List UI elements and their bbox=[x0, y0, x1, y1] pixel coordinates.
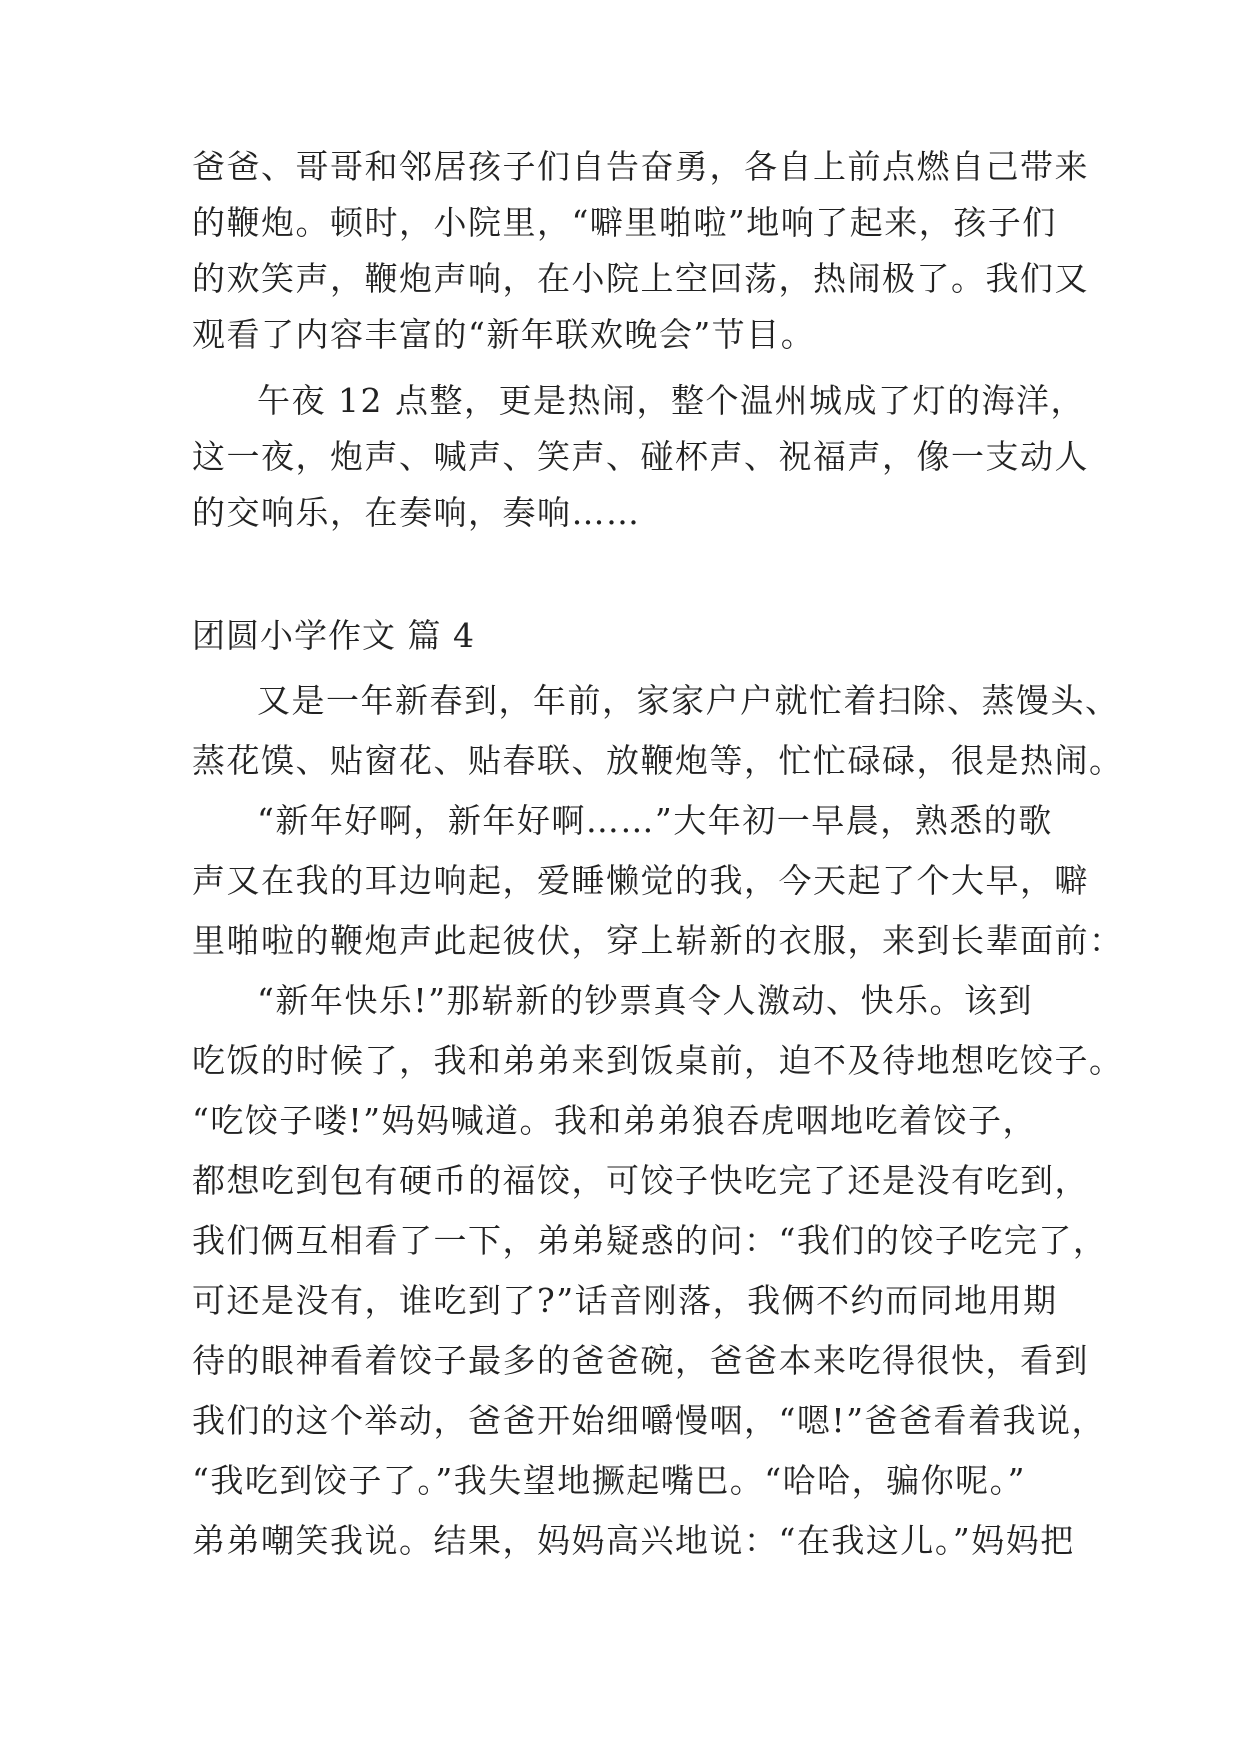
text-line: 可还是没有，谁吃到了?”话音刚落，我俩不约而同地用期 bbox=[192, 1281, 1058, 1320]
text-line: “吃饺子喽!”妈妈喊道。我和弟弟狼吞虎咽地吃着饺子， bbox=[192, 1101, 1038, 1140]
text-line: 爸爸、哥哥和邻居孩子们自告奋勇，各自上前点燃自己带来 bbox=[192, 147, 1089, 186]
text-line: 观看了内容丰富的“新年联欢晚会”节目。 bbox=[192, 315, 816, 354]
text-line: 的鞭炮。顿时，小院里，“噼里啪啦”地响了起来，孩子们 bbox=[192, 203, 1057, 242]
text-line: 都想吃到包有硬币的福饺，可饺子快吃完了还是没有吃到， bbox=[192, 1161, 1089, 1200]
text-line: 里啪啦的鞭炮声此起彼伏，穿上崭新的衣服，来到长辈面前： bbox=[192, 921, 1124, 960]
section-heading: 团圆小学作文 篇 4 bbox=[192, 616, 475, 655]
text-line: 蒸花馍、贴窗花、贴春联、放鞭炮等，忙忙碌碌，很是热闹。 bbox=[192, 741, 1124, 780]
text-line: 这一夜，炮声、喊声、笑声、碰杯声、祝福声，像一支动人 bbox=[192, 437, 1089, 476]
text-line: 又是一年新春到，年前，家家户户就忙着扫除、蒸馒头、 bbox=[257, 681, 1120, 720]
text-line: 的欢笑声，鞭炮声响，在小院上空回荡，热闹极了。我们又 bbox=[192, 259, 1089, 298]
text-line: 午夜 12 点整，更是热闹，整个温州城成了灯的海洋， bbox=[257, 381, 1085, 420]
text-line: “新年快乐!”那崭新的钞票真令人激动、快乐。该到 bbox=[257, 981, 1034, 1020]
text-line: 待的眼神看着饺子最多的爸爸碗，爸爸本来吃得很快，看到 bbox=[192, 1341, 1089, 1380]
text-line: 我们的这个举动，爸爸开始细嚼慢咽，“嗯!”爸爸看着我说， bbox=[192, 1401, 1107, 1440]
text-line: “新年好啊，新年好啊……”大年初一早晨，熟悉的歌 bbox=[257, 801, 1053, 840]
text-line: 我们俩互相看了一下，弟弟疑惑的问：“我们的饺子吃完了， bbox=[192, 1221, 1108, 1260]
text-line: 声又在我的耳边响起，爱睡懒觉的我，今天起了个大早，噼 bbox=[192, 861, 1089, 900]
text-line: 吃饭的时候了，我和弟弟来到饭桌前，迫不及待地想吃饺子。 bbox=[192, 1041, 1124, 1080]
text-line: 的交响乐，在奏响，奏响…… bbox=[192, 493, 641, 532]
text-line: “我吃到饺子了。”我失望地撅起嘴巴。“哈哈，骗你呢。” bbox=[192, 1461, 1026, 1500]
text-line: 弟弟嘲笑我说。结果，妈妈高兴地说：“在我这儿。”妈妈把 bbox=[192, 1521, 1075, 1560]
